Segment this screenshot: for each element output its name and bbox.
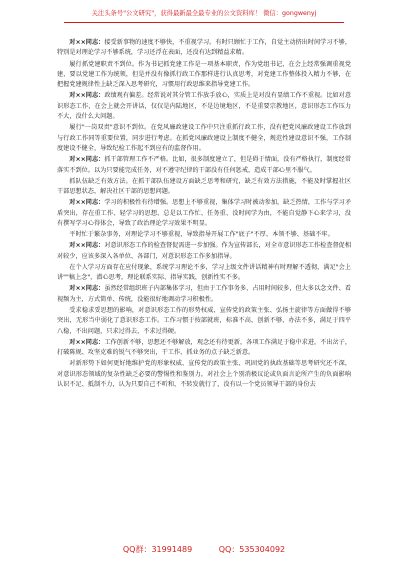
paragraph-text: 接受新事物的速度不够快，不重视学习。有时只顾忙于工作，自觉主动挤出时间学习不够，特别是对理论学习不够系统，学习还浮在表面，还没有达到精益求精。 (57, 39, 351, 57)
paragraph-text: 履行抓党建职责不到位。作为书记抓党建工作是一项基本职责，作为党组书记，在会上经常强调重视党建，要以党建工作为统领，但是并没有像抓行政工作那样进行认真思考，对党建工作整体投入精力不够，在把握党建规律性上缺乏深入思考研究，习惯用行政思维来指导党建工作。 (57, 60, 351, 89)
qq-group-number: QQ群：31991489 (122, 545, 193, 554)
header-divider (64, 22, 344, 23)
paragraph (57, 338, 351, 359)
paragraph-text: 抓干部管理工作不严格。比如，很多制度建立了，但是碍于情面，没有严格执行，制度经常落实不到位。以为只要能完成任务，对不遵守纪律的干部没有任何惩戒，造成干部心里不服气。 (57, 156, 351, 174)
document-body (57, 38, 351, 540)
paragraph-text: 政绩观有偏差。经常说对其分管工作放手放心，实质上是对没有显绩工作不重视。比如对意识形态工作，在会上就会开讲话，仅仅是内陆地区，不是边境地区，不是重要宗教地区，意识形态工作压力不大，没什么大问题。 (57, 92, 351, 121)
paragraph-lead: 对××同志： (69, 92, 105, 100)
paragraph-lead: 对××同志： (69, 156, 105, 164)
paragraph-text: 对新形势下如何更好地维护党的形象权威、宣传党的政策主张、巩固党的执政基础等思考研究还不深，对意识形态领域的复杂性缺乏必要的警惕性和鉴别力，对社会上个别消极议论或负面言论所产生的负面影响认识不足、抵制不力，认为只要自己不听和、不转发就行了，没有以一个党员领导干部的身份去 (57, 360, 351, 389)
paragraph-lead: 对××同志： (69, 338, 105, 346)
paragraph-text: 在个人学习方面存在应付现象，系统学习理论不多，学习上级文件讲话精神有时理解不透彻，满足"会上讲""稿上念"，潜心思考，理论联系实际、指导实践，创新性实不多。 (57, 263, 351, 282)
paragraph (57, 38, 351, 59)
paragraph (57, 263, 351, 284)
paragraph (57, 177, 351, 198)
paragraph (57, 198, 351, 229)
paragraph-text: 抓队伍缺乏有效方法。在抓干部队伍建设方面缺乏思考和研究，缺乏有效方法措施，不能及时掌握社区干部思想状态，解决社区干部的思想问题。 (57, 177, 351, 196)
paragraph-lead: 对××同志： (69, 242, 105, 250)
paragraph (57, 284, 351, 305)
paragraph-text: 虽然经常组织班子内部集体学习，但由于工作事务多，占用时间较多，但大多以念文件、看视频为主，方式简单、传统，没能很好地调动学习积极性。 (57, 285, 351, 303)
page-footer (0, 546, 408, 554)
paragraph (57, 91, 351, 122)
paragraph-lead: 对××同志： (69, 39, 105, 46)
paragraph (57, 241, 351, 262)
paragraph (57, 60, 351, 91)
paragraph (57, 155, 351, 176)
paragraph-text: 平时忙于繁杂事务，对理论学习不够重视，导致指导开展工作"底子"不厚、本领不够、基础不牢。 (69, 231, 334, 239)
paragraph-text: 对意识形态工作的检查督促需进一步加强。作为宣传部长，对全市意识形态工作检查督促相对较少，应该多深入各单位、各部门，对意识形态工作多加指导。 (57, 242, 351, 260)
paragraph-text: 履行"一岗双责"意识不到位。在党风廉政建设工作中只注重抓行政工作，没有把党风廉政建设工作放到与行政工作同等重要位置，同步进行考虑。在抓党风廉政建设上制度不健全，规范性建设意识不强，工作制度建设不健全，导致纪检工作起不到应有的监督作用。 (57, 124, 351, 153)
paragraph-text: 学习的积极性有待增强。思想上不够重视，集体学习时被动参加，缺乏热情，工作与学习矛盾突出，存在重工作、轻学习的思想，总是以工作忙、任务重、没时间学为由，不能自觉静下心来学习，没有撰写学习心得体会，导致了政治理论学习效果不明显。 (57, 199, 351, 228)
paragraph-lead: 对××同志： (69, 285, 105, 293)
paragraph-lead: 对××同志： (69, 199, 105, 207)
paragraph (57, 359, 351, 390)
paragraph (57, 306, 351, 337)
qq-number: QQ：535304092 (218, 545, 286, 554)
paragraph (57, 230, 351, 240)
paragraph (57, 123, 351, 154)
page-header: 关注头条号"公文研究"，获得最新最全最专业的公文资料库！ 微信：gongwenyj (91, 10, 317, 17)
paragraph-text: 受求稳求妥思想的影响，对意识形态工作的形势权威、宣传党的政策主张、弘扬主旋律等方面做得不够突出，无形当中弱化了意识形态工作。工作习惯于按部就班，标准不高，创新不够，办法不多，满足于四平八稳，不出问题，只求过得去，不求过得硬。 (57, 306, 351, 335)
paragraph-text: 工作创新不够，思想还不够解放，观念还有待更新，各项工作满足于稳中求进，不出岔子，打破陈规、攻坚克难的锐气不够突出，干工作、抓业务的点子缺乏新意。 (57, 338, 351, 357)
